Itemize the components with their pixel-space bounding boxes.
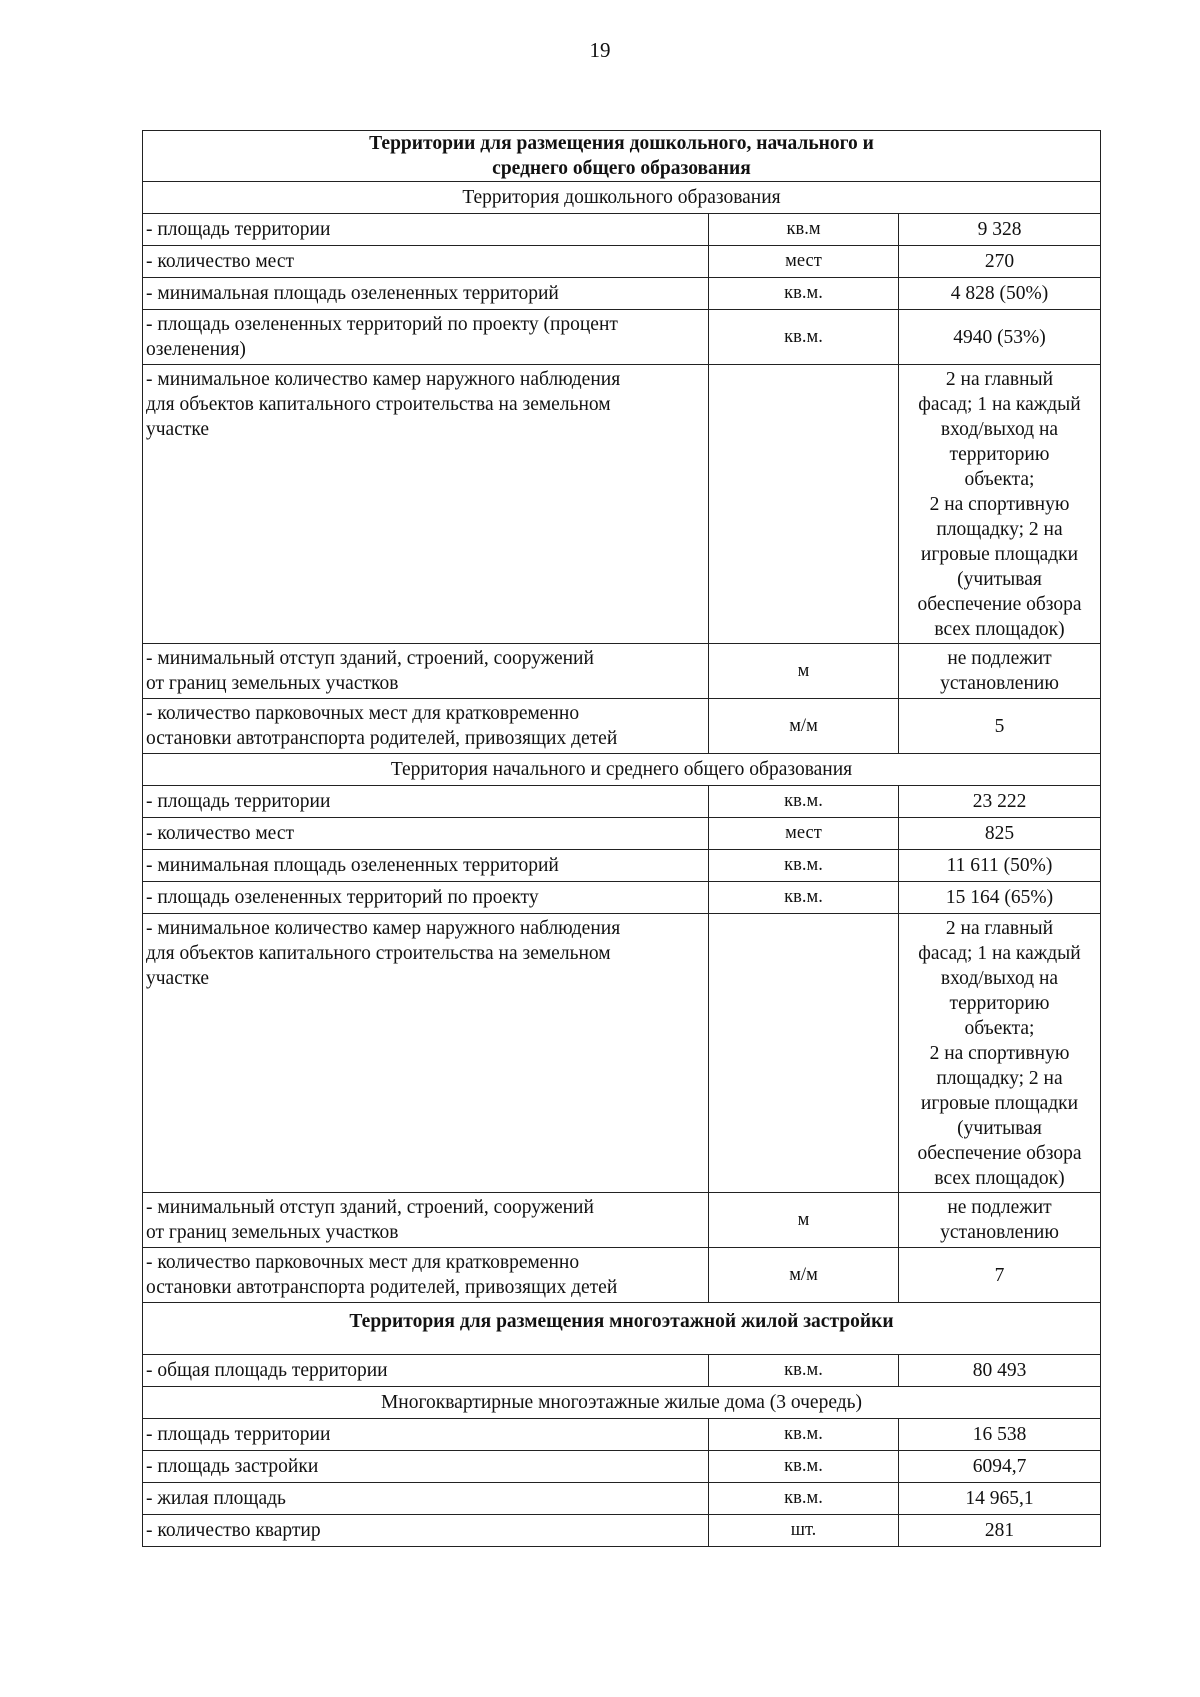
cameras-label-line3: участке xyxy=(146,419,210,440)
row-unit: кв.м. xyxy=(709,278,899,310)
setback-label-line1: - минимальный отступ зданий, строений, сооружений xyxy=(146,648,594,669)
cameras-label-line1: - минимальное количество камер наружного наблюдения xyxy=(146,369,621,390)
table-row xyxy=(143,214,1101,246)
table-row xyxy=(143,1355,1101,1387)
page-number: 19 xyxy=(589,38,611,62)
row-unit: кв.м. xyxy=(709,1355,899,1387)
education-heading-row xyxy=(143,131,1101,182)
education-heading-line1: Территории для размещения дошкольного, начального и xyxy=(369,133,874,154)
cameras-label xyxy=(143,365,709,644)
cameras-value-line: 2 на спортивную xyxy=(929,493,1070,515)
cameras-value-line: территорию xyxy=(949,443,1050,465)
preschool-subheading-row xyxy=(143,182,1101,214)
table-row xyxy=(143,246,1101,278)
setback-label xyxy=(143,644,709,699)
setback-label-line2: от границ земельных участков xyxy=(146,1222,399,1243)
row-label: - минимальная площадь озелененных территорий xyxy=(143,850,709,882)
row-label: - площадь территории xyxy=(143,1419,709,1451)
education-heading xyxy=(143,131,1101,182)
row-label xyxy=(143,310,709,365)
cameras-row xyxy=(143,365,1101,644)
parking-value: 7 xyxy=(899,1248,1101,1303)
cameras-label-line3: участке xyxy=(146,968,210,989)
row-value: 4 828 (50%) xyxy=(899,278,1101,310)
setback-label xyxy=(143,1193,709,1248)
cameras-label xyxy=(143,914,709,1193)
parking-value: 5 xyxy=(899,699,1101,754)
row-label: - минимальная площадь озелененных территорий xyxy=(143,278,709,310)
parameters-table xyxy=(142,130,1101,1547)
cameras-unit xyxy=(709,914,899,1193)
row-unit: кв.м. xyxy=(709,1419,899,1451)
setback-unit: м xyxy=(709,1193,899,1248)
row-label: - площадь территории xyxy=(143,786,709,818)
cameras-row xyxy=(143,914,1101,1193)
cameras-label-line1: - минимальное количество камер наружного наблюдения xyxy=(146,918,621,939)
row-value: 14 965,1 xyxy=(899,1483,1101,1515)
setback-label-line2: от границ земельных участков xyxy=(146,673,399,694)
setback-value-line1: не подлежит xyxy=(947,648,1052,669)
row-label: - количество мест xyxy=(143,246,709,278)
row-value: 270 xyxy=(899,246,1101,278)
cameras-value-line: 2 на спортивную xyxy=(929,1042,1070,1064)
school-subheading-row xyxy=(143,754,1101,786)
cameras-value-line: обеспечение обзора xyxy=(917,1142,1082,1164)
row-label: - площадь озелененных территорий по проекту xyxy=(143,882,709,914)
row-unit: шт. xyxy=(709,1515,899,1547)
table-row xyxy=(143,1451,1101,1483)
cameras-value-line: всех площадок) xyxy=(934,618,1065,640)
row-value: 16 538 xyxy=(899,1419,1101,1451)
row-unit: кв.м xyxy=(709,214,899,246)
row-value: 6094,7 xyxy=(899,1451,1101,1483)
row-value: 80 493 xyxy=(899,1355,1101,1387)
residential-heading-row xyxy=(143,1303,1101,1355)
row-unit: кв.м. xyxy=(709,786,899,818)
cameras-value-line: вход/выход на xyxy=(940,967,1059,989)
row-label: - жилая площадь xyxy=(143,1483,709,1515)
parking-label-line2: остановки автотранспорта родителей, привозящих детей xyxy=(146,1277,618,1298)
table-row xyxy=(143,786,1101,818)
row-value: 9 328 xyxy=(899,214,1101,246)
setback-value-line1: не подлежит xyxy=(947,1197,1052,1218)
education-heading-line2: среднего общего образования xyxy=(492,158,751,179)
cameras-value-line: фасад; 1 на каждый xyxy=(918,393,1081,415)
cameras-value-line: площадку; 2 на xyxy=(936,518,1063,540)
cameras-label-line2: для объектов капитального строительства на земельном xyxy=(146,394,611,415)
cameras-value xyxy=(899,365,1101,644)
table-row xyxy=(143,1419,1101,1451)
table-row xyxy=(143,818,1101,850)
cameras-value-line: (учитывая xyxy=(957,1117,1042,1139)
row-label-line2: озеленения) xyxy=(146,339,246,360)
parking-row xyxy=(143,699,1101,754)
row-unit: кв.м. xyxy=(709,1483,899,1515)
row-label: - общая площадь территории xyxy=(143,1355,709,1387)
cameras-value-line: объекта; xyxy=(964,1017,1035,1039)
queue3-subheading-row xyxy=(143,1387,1101,1419)
row-label: - площадь застройки xyxy=(143,1451,709,1483)
row-value: 825 xyxy=(899,818,1101,850)
row-label: - количество квартир xyxy=(143,1515,709,1547)
row-label-line1: - площадь озелененных территорий по проекту (процент xyxy=(146,314,618,335)
row-unit: кв.м. xyxy=(709,1451,899,1483)
parking-label-line2: остановки автотранспорта родителей, привозящих детей xyxy=(146,728,618,749)
cameras-value xyxy=(899,914,1101,1193)
row-value: 11 611 (50%) xyxy=(899,850,1101,882)
parking-label xyxy=(143,1248,709,1303)
row-value: 4940 (53%) xyxy=(899,310,1101,365)
row-unit: кв.м. xyxy=(709,850,899,882)
cameras-value-line: 2 на главный xyxy=(945,917,1054,939)
setback-row xyxy=(143,1193,1101,1248)
setback-label-line1: - минимальный отступ зданий, строений, сооружений xyxy=(146,1197,594,1218)
row-unit: кв.м. xyxy=(709,882,899,914)
cameras-value-line: площадку; 2 на xyxy=(936,1067,1063,1089)
setback-value xyxy=(899,644,1101,699)
row-value: 23 222 xyxy=(899,786,1101,818)
cameras-value-line: всех площадок) xyxy=(934,1167,1065,1189)
parking-unit: м/м xyxy=(709,1248,899,1303)
setback-value-line2: установлению xyxy=(940,673,1059,694)
row-value: 15 164 (65%) xyxy=(899,882,1101,914)
setback-unit: м xyxy=(709,644,899,699)
cameras-value-line: объекта; xyxy=(964,468,1035,490)
cameras-unit xyxy=(709,365,899,644)
table-row xyxy=(143,882,1101,914)
queue3-subheading: Многоквартирные многоэтажные жилые дома (3 очередь) xyxy=(143,1387,1101,1419)
row-unit: мест xyxy=(709,818,899,850)
cameras-label-line2: для объектов капитального строительства на земельном xyxy=(146,943,611,964)
parking-label-line1: - количество парковочных мест для кратковременно xyxy=(146,703,580,724)
parking-label xyxy=(143,699,709,754)
row-label: - количество мест xyxy=(143,818,709,850)
parking-label-line1: - количество парковочных мест для кратковременно xyxy=(146,1252,580,1273)
row-unit: кв.м. xyxy=(709,310,899,365)
setback-value-line2: установлению xyxy=(940,1222,1059,1243)
parking-unit: м/м xyxy=(709,699,899,754)
cameras-value-line: обеспечение обзора xyxy=(917,593,1082,615)
row-value: 281 xyxy=(899,1515,1101,1547)
cameras-value-line: фасад; 1 на каждый xyxy=(918,942,1081,964)
row-unit: мест xyxy=(709,246,899,278)
setback-value xyxy=(899,1193,1101,1248)
table-row xyxy=(143,1483,1101,1515)
residential-heading: Территория для размещения многоэтажной жилой застройки xyxy=(143,1303,1101,1355)
table-row xyxy=(143,850,1101,882)
table-row xyxy=(143,310,1101,365)
cameras-value-line: игровые площадки xyxy=(920,543,1079,565)
school-subheading: Территория начального и среднего общего образования xyxy=(143,754,1101,786)
cameras-value-line: игровые площадки xyxy=(920,1092,1079,1114)
parking-row xyxy=(143,1248,1101,1303)
table-row xyxy=(143,1515,1101,1547)
cameras-value-line: вход/выход на xyxy=(940,418,1059,440)
table-row xyxy=(143,278,1101,310)
cameras-value-line: территорию xyxy=(949,992,1050,1014)
cameras-value-line: (учитывая xyxy=(957,568,1042,590)
setback-row xyxy=(143,644,1101,699)
row-label: - площадь территории xyxy=(143,214,709,246)
preschool-subheading: Территория дошкольного образования xyxy=(143,182,1101,214)
cameras-value-line: 2 на главный xyxy=(945,368,1054,390)
